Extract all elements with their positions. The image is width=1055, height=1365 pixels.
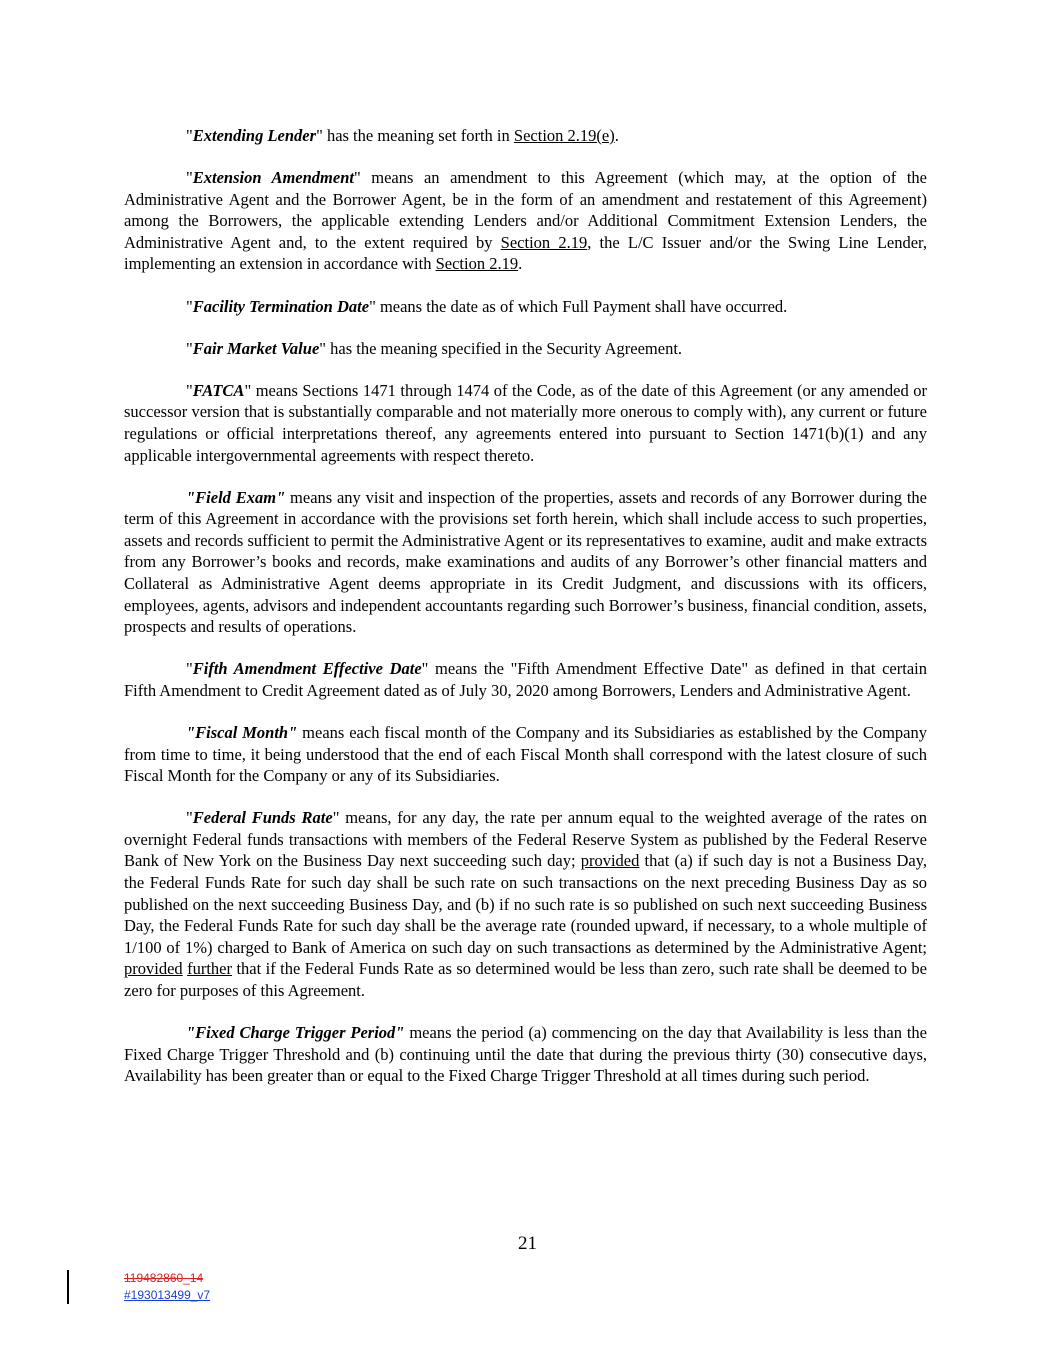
definition-paragraph: "Extending Lender" has the meaning set forth in Section 2.19(e). (186, 126, 619, 145)
definition-paragraph: "Fair Market Value" has the meaning specified in the Security Agreement. (186, 338, 683, 358)
page-number: 21 (518, 1233, 537, 1254)
cross-reference: Section 2.19 (435, 254, 519, 274)
definition-text: that (a) if such day is not a Business Day, the Federal Funds Rate for such day shall be such rate on such transactions on the next preceding Business Day as so published on the next succeeding Business Day, and (b) if no such rate is so published on such next succeeding Business Day, the Federal Funds Rate for such day shall be the average rate (rounded upward, if necessary, to a whole multiple of 1/100 of 1%) charged to Bank of America on such day on such transactions as determined by the Administrative Agent; (124, 851, 927, 957)
definition-paragraph: "Fixed Charge Trigger Period" means the period (a) commencing on the day that Availability is less than the Fixed Charge Trigger Threshold and (b) continuing until the date that during the previous thirty (30) consecutive days, Availability has been greater than or equal to the Fixed Charge Trigger Threshold at all times during such period. (124, 1023, 927, 1086)
defined-term: Fifth Amendment Effective Date (192, 659, 422, 679)
defined-term: Fiscal Month (195, 722, 289, 742)
definition-text: means each fiscal month of the Company and its Subsidiaries as established by the Company from time to time, it being understood that the end of each Fiscal Month shall correspond with the latest closure of such Fiscal Month for the Company or any of its Subsidiaries. (124, 722, 928, 786)
definition-text: means the period (a) commencing on the day that Availability is less than the Fixed Charge Trigger Threshold and (b) continuing until the date that during the previous thirty (30) consecutive days, Availability has been greater than or equal to the Fixed Charge Trigger Threshold at all times during such period. (124, 1023, 927, 1086)
definition-text: . (518, 254, 523, 274)
cross-reference: Section 2.19(e) (513, 126, 615, 145)
definition-text: means the "Fifth Amendment Effective Date" as defined in that certain Fifth Amendment to Credit Agreement dated as of July 30, 2020 among Borrowers, Lenders and Administrative Agent. (124, 659, 927, 700)
definition-paragraph: "Fifth Amendment Effective Date" means the "Fifth Amendment Effective Date" as defined in that certain Fifth Amendment to Credit Agreement dated as of July 30, 2020 among Borrowers, Lenders and Administrative Agent. (124, 659, 927, 700)
definition-text: means the date as of which Full Payment shall have occurred. (375, 296, 788, 316)
definition-paragraph: "Fiscal Month" means each fiscal month of the Company and its Subsidiaries as established by the Company from time to time, it being understood that the end of each Fiscal Month shall correspond with the latest closure of such Fiscal Month for the Company or any of its Subsidiaries. (124, 722, 928, 786)
definition-text: means any visit and inspection of the properties, assets and records of any Borrower during the term of this Agreement in accordance with the provisions set forth herein, which shall include access to such properties, assets and records sufficient to permit the Administrative Agent or its representatives to examine, audit and make extracts from any Borrower’s books and records, make examinations and audits of any Borrower’s other financial matters and Collateral as Administrative Agent deems appropriate in its Credit Judgment, and discussions with its officers, employees, agents, advisors and independent accountants regarding such Borrower’s business, financial condition, assets, prospects and results of operations. (124, 487, 927, 637)
definition-text: . (614, 126, 619, 145)
defined-term: Field Exam (195, 487, 277, 507)
defined-term: Fair Market Value (192, 338, 320, 358)
definition-paragraph: "Extension Amendment" means an amendment to this Agreement (which may, at the option of the Administrative Agent and the Borrower Agent, be in the form of an amendment and restatement of this Agreement) among the Borrowers, the applicable extending Lenders and/or Additional Commitment Extension Lenders, the Administrative Agent and, to the extent required by Section 2.19, the L/C Issuer and/or the Swing Line Lender, implementing an extension in accordance with Section 2.19. (124, 168, 928, 274)
definition-text: means Sections 1471 through 1474 of the Code, as of the date of this Agreement (or any amended or successor version that is substantially comparable and not materially more onerous to comply with), any current or future regulations or official interpretations thereof, any agreements entered into pursuant to Section 1471(b)(1) and any applicable intergovernmental agreements with respect thereto. (124, 380, 927, 465)
cross-reference: provided (580, 851, 640, 871)
cross-reference: provided (124, 959, 183, 979)
definition-text: has the meaning set forth in (322, 126, 514, 145)
cross-reference: Section 2.19 (500, 232, 588, 252)
defined-term: Extension Amendment (192, 168, 354, 188)
definition-text: means, for any day, the rate per annum equal to the weighted average of the rates on overnight Federal funds transactions with members of the Federal Reserve System as published by the Federal Reserve Bank of New York on the Business Day next succeeding such day; (124, 808, 927, 871)
definition-text: has the meaning specified in the Security Agreement. (326, 338, 683, 358)
defined-term: Fixed Charge Trigger Period (195, 1023, 396, 1043)
definition-paragraph: "Field Exam" means any visit and inspection of the properties, assets and records of any Borrower during the term of this Agreement in accordance with the provisions set forth herein, which shall include access to such properties, assets and records sufficient to permit the Administrative Agent or its representatives to examine, audit and make extracts from any Borrower’s books and records, make examinations and audits of any Borrower’s other financial matters and Collateral as Administrative Agent deems appropriate in its Credit Judgment, and discussions with its officers, employees, agents, advisors and independent accountants regarding such Borrower’s business, financial condition, assets, prospects and results of operations. (124, 487, 927, 637)
inserted-doc-id[interactable]: #193013499_v7 (124, 1288, 211, 1302)
deleted-doc-id: 119482860_14 (124, 1271, 204, 1285)
defined-term: Federal Funds Rate (192, 808, 333, 828)
defined-term: Extending Lender (192, 126, 317, 145)
definition-paragraph: "Facility Termination Date" means the date as of which Full Payment shall have occurred. (186, 296, 788, 316)
defined-term: Facility Termination Date (192, 296, 370, 316)
document-body (124, 125, 927, 1107)
change-bar (67, 1270, 69, 1304)
definition-paragraph: "Federal Funds Rate" means, for any day, the rate per annum equal to the weighted average of the rates on overnight Federal funds transactions with members of the Federal Reserve System as published by the Federal Reserve Bank of New York on the Business Day next succeeding such day; provided that (a) if such day is not a Business Day, the Federal Funds Rate for such day shall be such rate on such transactions on the next preceding Business Day as so published on the next succeeding Business Day, and (b) if no such rate is so published on such next succeeding Business Day, the Federal Funds Rate for such day shall be the average rate (rounded upward, if necessary, to a whole multiple of 1/100 of 1%) charged to Bank of America on such day on such transactions as determined by the Administrative Agent; provided further that if the Federal Funds Rate as so determined would be less than zero, such rate shall be deemed to be zero for purposes of this Agreement. (124, 808, 928, 1000)
definition-paragraph: "FATCA" means Sections 1471 through 1474 of the Code, as of the date of this Agreement (or any amended or successor version that is substantially comparable and not materially more onerous to comply with), any current or future regulations or official interpretations thereof, any agreements entered into pursuant to Section 1471(b)(1) and any applicable intergovernmental agreements with respect thereto. (124, 380, 927, 465)
definition-text: , the L/C Issuer and/or the Swing Line Lender, implementing an extension in accordance with (124, 232, 928, 274)
cross-reference: further (187, 959, 233, 979)
definition-text: that if the Federal Funds Rate as so determined would be less than zero, such rate shall be deemed to be zero for purposes of this Agreement. (124, 959, 928, 1000)
document-ids (124, 1270, 210, 1304)
definition-text: means an amendment to this Agreement (which may, at the option of the Administrative Agent and the Borrower Agent, be in the form of an amendment and restatement of this Agreement) among the Borrowers, the applicable extending Lenders and/or Additional Commitment Extension Lenders, the Administrative Agent and, to the extent required by (124, 168, 927, 252)
defined-term: FATCA (192, 380, 245, 400)
